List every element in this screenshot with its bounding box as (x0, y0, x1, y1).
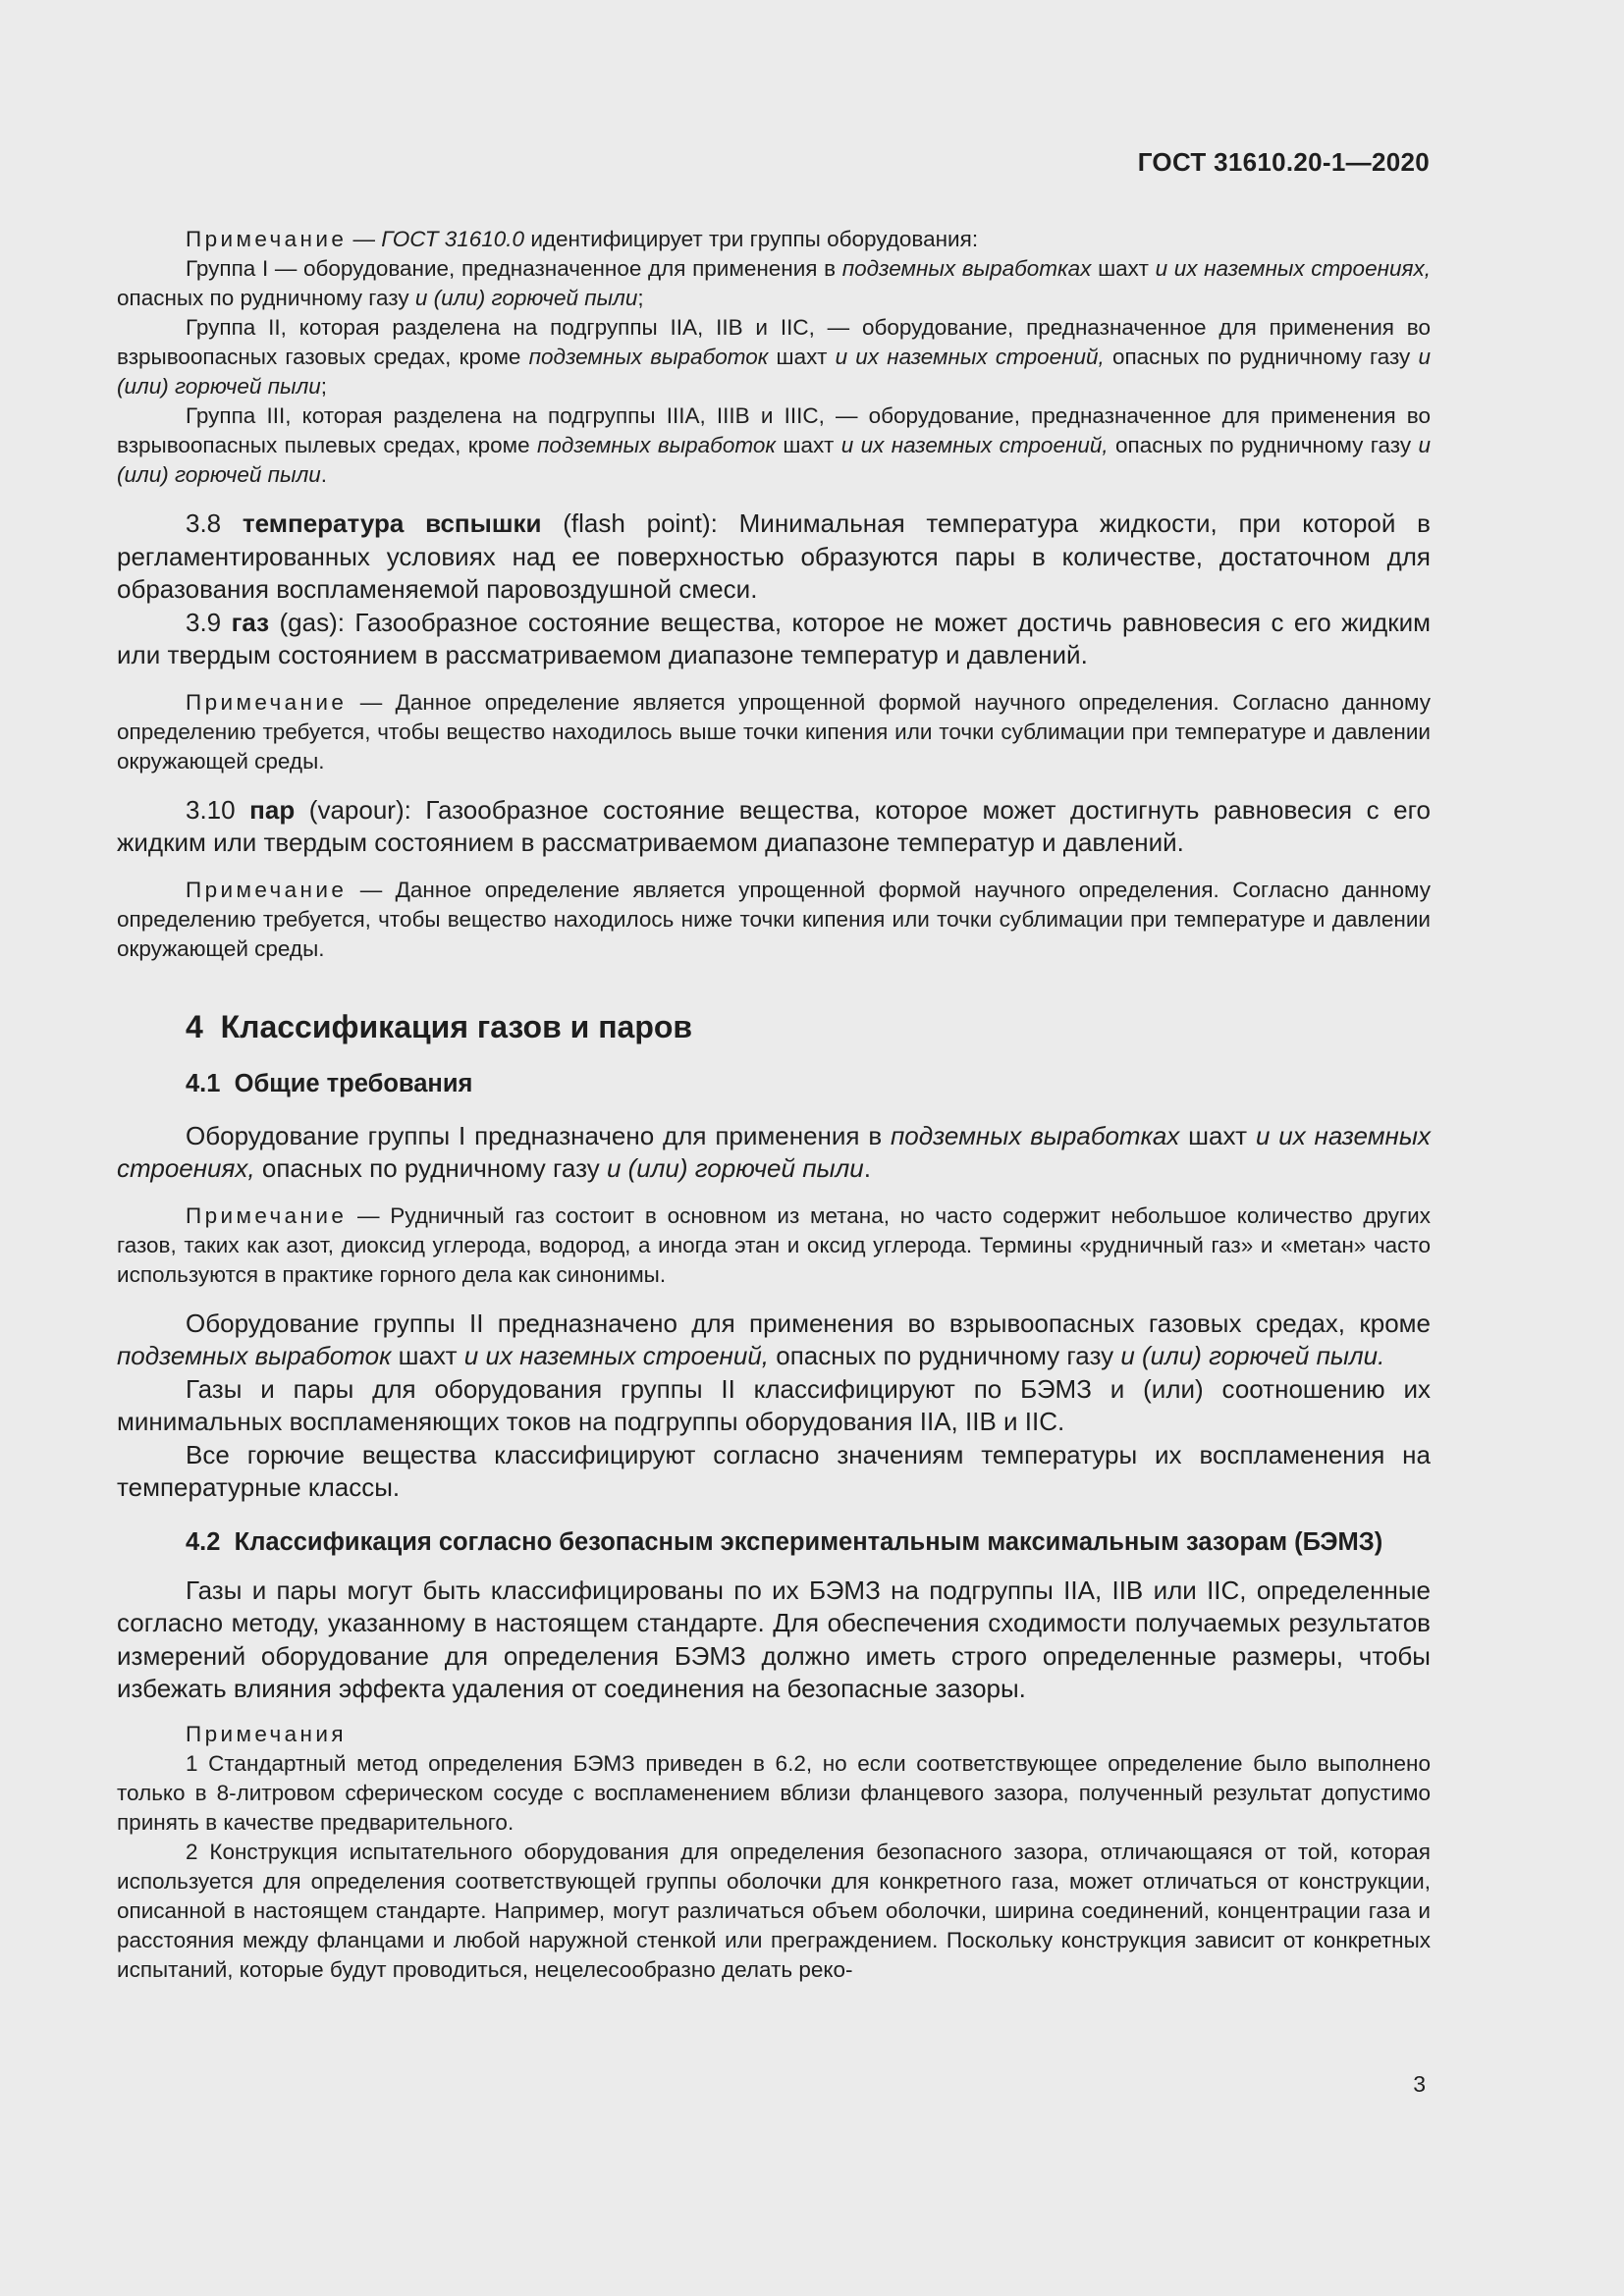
note-3-10: Примечание — Данное определение является упрощенной формой научного определения. Согласно данному определению требуется, чтобы вещество находилось ниже точки кипения или точки сублимации при температуре и давлении окружающей среды. (117, 877, 1431, 961)
note-group-2: Группа II, которая разделена на подгруппы IIA, IIB и IIC, — оборудование, предназначенное для применения во взрывоопасных газовых средах, кроме подземных выработок шахт и их наземных строений, опасных по рудничному газу и (или) горючей пыли; (117, 315, 1431, 399)
paragraph-classification: Газы и пары для оборудования группы II классифицируют по БЭМЗ и (или) соотношению их минимальных воспламеняющих токов на подгруппы оборудования IIA, IIB и IIC. (117, 1373, 1431, 1436)
definition-3-9: 3.9 газ (gas): Газообразное состояние вещества, которое не может достичь равновесия с его жидким или твердым состоянием в рассматриваемом диапазоне температур и давлений. (117, 607, 1432, 669)
notes-label: Примечания (186, 1721, 347, 1746)
page-content (117, 225, 1431, 1985)
page-number: 3 (1413, 2071, 1426, 2097)
note-group-1: Группа I — оборудование, предназначенное для применения в подземных выработках шахт и их наземных строениях, опасных по рудничному газу и (или) горючей пыли; (117, 256, 1431, 310)
paragraph-temperature-classes: Все горючие вещества классифицируют согласно значениям температуры их воспламенения на температурные классы. (117, 1439, 1431, 1502)
note-3-9: Примечание — Данное определение является упрощенной формой научного определения. Согласно данному определению требуется, чтобы вещество находилось выше точки кипения или точки сублимации при температуре и давлении окружающей среды. (117, 689, 1431, 774)
definition-3-10: 3.10 пар (vapour): Газообразное состояние вещества, которое может достигнуть равновесия с его жидким или твердым состоянием в рассматриваемом диапазоне температур и давлений. (117, 794, 1432, 857)
note-2: 2 Конструкция испытательного оборудования для определения безопасного зазора, отличающаяся от той, которая используется для определения соответствующей группы оболочки для конкретного газа, может отличаться от конструкции, описанной в настоящем стандарте. Например, могут различаться объем оболочки, ширина соединений, концентрации газа и расстояния между фланцами и любой наружной стенкой или преграждением. Поскольку конструкция зависит от конкретных испытаний, которые будут проводиться, нецелесообразно делать реко- (117, 1839, 1431, 1982)
subsection-4-1-heading: 4.1 Общие требования (186, 1069, 473, 1097)
note-groups-intro: Примечание — ГОСТ 31610.0 идентифицирует три группы оборудования: (186, 227, 979, 251)
note-group-3: Группа III, которая разделена на подгруппы IIIA, IIIB и IIIC, — оборудование, предназначенное для применения во взрывоопасных пылевых средах, кроме подземных выработок шахт и их наземных строений, опасных по рудничному газу и (или) горючей пыли. (117, 403, 1432, 487)
paragraph-mesg: Газы и пары могут быть классифицированы по их БЭМЗ на подгруппы IIA, IIB или IIC, определенные согласно методу, указанному в настоящем стандарте. Для обеспечения сходимости получаемых результатов измерений оборудование для определения БЭМЗ должно иметь строго определенные размеры, чтобы избежать влияния эффекта удаления от соединения на безопасные зазоры. (117, 1575, 1431, 1703)
note-1: 1 Стандартный метод определения БЭМЗ приведен в 6.2, но если соответствующее определение было выполнено только в 8-литровом сферическом сосуде с воспламенением вблизи фланцевого зазора, полученный результат допустимо принять в качестве предварительного. (117, 1750, 1431, 1835)
paragraph-group-1: Оборудование группы I предназначено для применения в подземных выработках шахт и их наземных строениях, опасных по рудничному газу и (или) горючей пыли. (117, 1120, 1431, 1183)
section-4-heading: 4 Классификация газов и паров (186, 1008, 693, 1044)
subsection-4-2-heading: 4.2 Классификация согласно безопасным экспериментальным максимальным зазорам (БЭМЗ) (186, 1527, 1383, 1556)
definition-3-8: 3.8 температура вспышки (flash point): Минимальная температура жидкости, при которой в регламентированных условиях над ее поверхностью образуются пары в количестве, достаточном для образования воспламеняемой паровоздушной смеси. (117, 508, 1431, 604)
standard-number: ГОСТ 31610.20-1—2020 (1137, 147, 1430, 177)
note-firedamp: Примечание — Рудничный газ состоит в основном из метана, но часто содержит небольшое количество других газов, таких как азот, диоксид углерода, водород, а иногда этан и оксид углерода. Термины «рудничный газ» и «метан» часто используются в практике горного дела как синонимы. (117, 1202, 1431, 1287)
paragraph-group-2: Оборудование группы II предназначено для применения во взрывоопасных газовых средах, кроме подземных выработок шахт и их наземных строений, опасных по рудничному газу и (или) горючей пыли. (117, 1308, 1431, 1370)
